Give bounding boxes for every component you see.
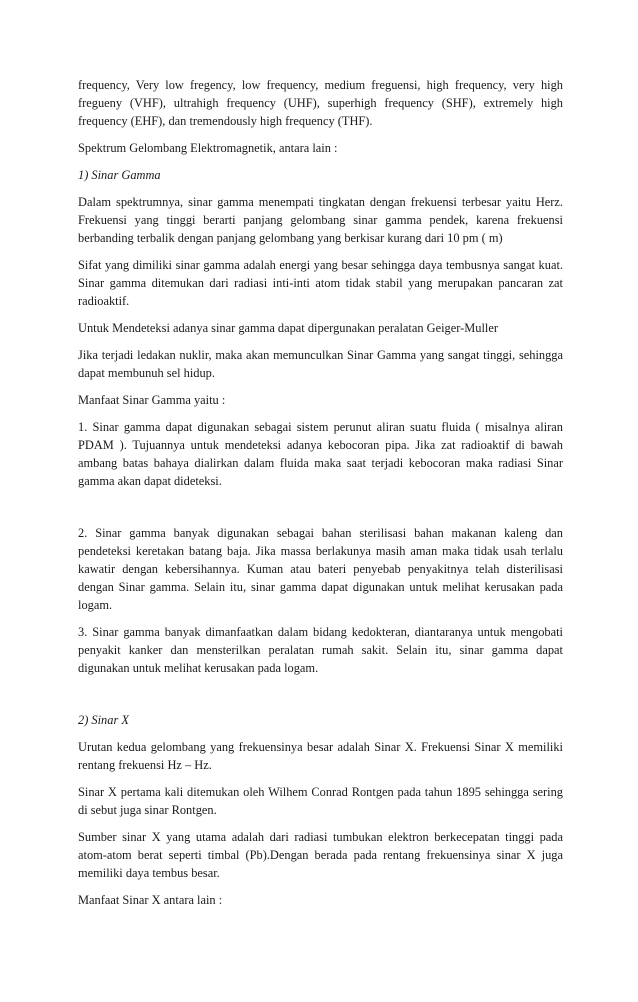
xray-benefits-heading: Manfaat Sinar X antara lain : <box>78 893 223 907</box>
gamma-detection-paragraph: Untuk Mendeteksi adanya sinar gamma dapat dipergunakan peralatan Geiger-Muller <box>78 321 498 335</box>
intro-frequency-list: frequency, Very low fregency, low frequency, medium freguensi, high frequency, very high fregueny (VHF), ultrahigh frequency (UHF), superhigh frequency (SHF), extremely high frequency (EHF), dan tremendously high frequency (THF). <box>78 78 563 128</box>
gamma-nuclear-paragraph: Jika terjadi ledakan nuklir, maka akan memunculkan Sinar Gamma yang sangat tinggi, sehingga dapat membunuh sel hidup. <box>78 348 563 380</box>
xray-discovery-paragraph: Sinar X pertama kali ditemukan oleh Wilhem Conrad Rontgen pada tahun 1895 sehingga sering di sebut juga sinar Rontgen. <box>78 785 563 817</box>
spectrum-intro: Spektrum Gelombang Elektromagnetik, antara lain : <box>78 141 338 155</box>
gamma-benefit-1: 1. Sinar gamma dapat digunakan sebagai sistem perunut aliran suatu fluida ( misalnya aliran PDAM ). Tujuannya untuk mendeteksi adanya kebocoran pipa. Jika zat radioaktif di bawah ambang batas bahaya dialirkan dalam fluida maka saat terjadi kebocoran maka radiasi Sinar gamma akan dapat dideteksi. <box>78 420 563 488</box>
heading-sinar-gamma: 1) Sinar Gamma <box>78 168 161 182</box>
gamma-benefits-heading: Manfaat Sinar Gamma yaitu : <box>78 393 226 407</box>
heading-sinar-x: 2) Sinar X <box>78 713 129 727</box>
gamma-frequency-paragraph: Dalam spektrumnya, sinar gamma menempati tingkatan dengan frekuensi terbesar yaitu Herz. Frekuensi yang tinggi berarti panjang gelombang sinar gamma pendek, karena frekuensi berbanding terbalik dengan panjang gelombang yang berkisar kurang dari 10 pm ( m) <box>78 195 563 245</box>
xray-source-paragraph: Sumber sinar X yang utama adalah dari radiasi tumbukan elektron berkecepatan tinggi pada atom-atom berat seperti timbal (Pb).Dengan berada pada rentang frekuensinya sinar X juga memiliki daya tembus besar. <box>78 830 563 880</box>
document-body <box>78 76 563 918</box>
gamma-benefit-2: 2. Sinar gamma banyak digunakan sebagai bahan sterilisasi bahan makanan kaleng dan pendeteksi keretakan batang baja. Jika massa berlakunya masih aman maka tidak usah terlalu kawatir dengan kebersihannya. Kuman atau bateri penyebab penyakitnya telah disterilisasi dengan Sinar gamma. Selain itu, sinar gamma dapat digunakan untuk melihat kerusakan pada logam. <box>78 526 563 612</box>
xray-frequency-paragraph: Urutan kedua gelombang yang frekuensinya besar adalah Sinar X. Frekuensi Sinar X memiliki rentang frekuensi Hz – Hz. <box>78 740 563 772</box>
gamma-benefit-3: 3. Sinar gamma banyak dimanfaatkan dalam bidang kedokteran, diantaranya untuk mengobati penyakit kanker dan mensterilkan peralatan rumah sakit. Selain itu, sinar gamma dapat digunakan untuk melihat kerusakan pada logam. <box>78 625 563 675</box>
gamma-properties-paragraph: Sifat yang dimiliki sinar gamma adalah energi yang besar sehingga daya tembusnya sangat kuat. Sinar gamma ditemukan dari radiasi inti-inti atom tidak stabil yang merupakan pancaran zat radioaktif. <box>78 258 563 308</box>
